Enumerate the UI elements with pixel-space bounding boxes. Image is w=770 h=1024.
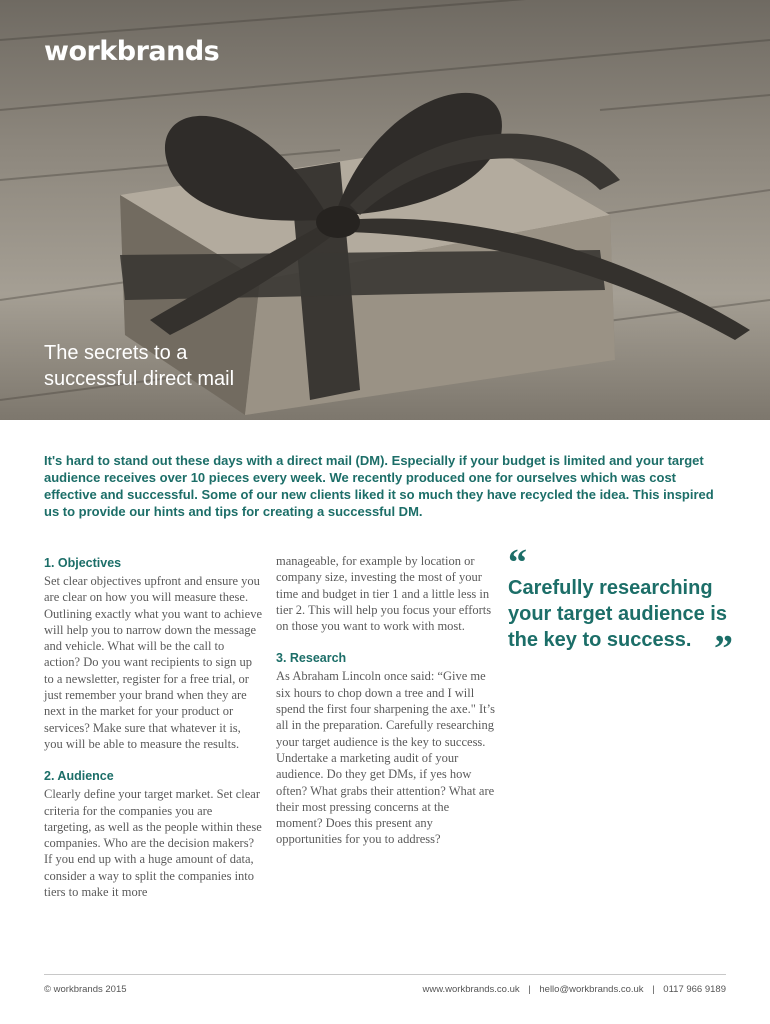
footer-separator: | [528,984,531,995]
title-line-2: successful direct mail [44,368,235,390]
section-heading-objectives: 1. Objectives [44,556,122,570]
column-2 [276,553,496,864]
section-body-audience-continued: manageable, for example by location or company size, investing the most of your time and budget in tier 1 and a little less in tier 2. This will help you focus your efforts on those you want to work with most. [276,554,492,634]
section-heading-research: 3. Research [276,651,347,666]
page-title [44,340,344,392]
footer-email-link[interactable]: hello@workbrands.co.uk [539,984,644,995]
pull-quote-text: Carefully researching your target audience is the key to success. [508,577,727,651]
open-quote-mark: “ [508,542,527,584]
column-1 [44,555,262,916]
footer-website-link[interactable]: www.workbrands.co.uk [422,984,520,995]
section-body-research: As Abraham Lincoln once said: “Give me six hours to chop down a tree and I will spend the first four sharpening the axe." It’s all in the preparation. Carefully researching your target audience is the key to success. Undertake a marketing audit of your audience. Do they get DMs, if yes how often? What grabs their attention? What are their most pressing concerns at the moment? Does this present any opportunities for you to address? [276,669,495,847]
pull-quote [508,542,733,670]
footer-copyright: © workbrands 2015 [44,984,127,995]
footer-separator: | [652,984,655,995]
footer-divider [44,974,726,975]
hero-image [0,0,770,420]
footer-contact [422,984,726,995]
brand-logo: workbrands [44,36,220,67]
section-body-audience: Clearly define your target market. Set clear criteria for the companies you are targeting, as well as the people within these companies. Who are the decision makers? If you end up with a huge amount of data, consider a way to split the companies into tiers to make it more [44,787,262,900]
footer-phone: 0117 966 9189 [663,984,726,995]
intro-paragraph: It's hard to stand out these days with a direct mail (DM). Especially if your budget is limited and your target audience receives over 10 pieces every week. We recently produced one for ourselves which was cost effective and successful. Some of our new clients liked it so much they have recycled the idea. This inspired us to provide our hints and tips for creating a successful DM. [44,453,714,519]
section-heading-audience: 2. Audience [44,769,114,784]
section-body-objectives: Set clear objectives upfront and ensure you are clear on how you will measure these. Outlining exactly what you want to achieve will help you to narrow down the message and vehicle. What will be the call to action? Do you want recipients to sign up to a newsletter, register for a free trial, or just remember your brand when they are next in the market for your product or services? Make sure that whatever it is, you will be able to measure the results. [44,574,262,751]
title-line-1: The secrets to a [44,342,188,364]
close-quote-mark: ” [714,628,733,670]
